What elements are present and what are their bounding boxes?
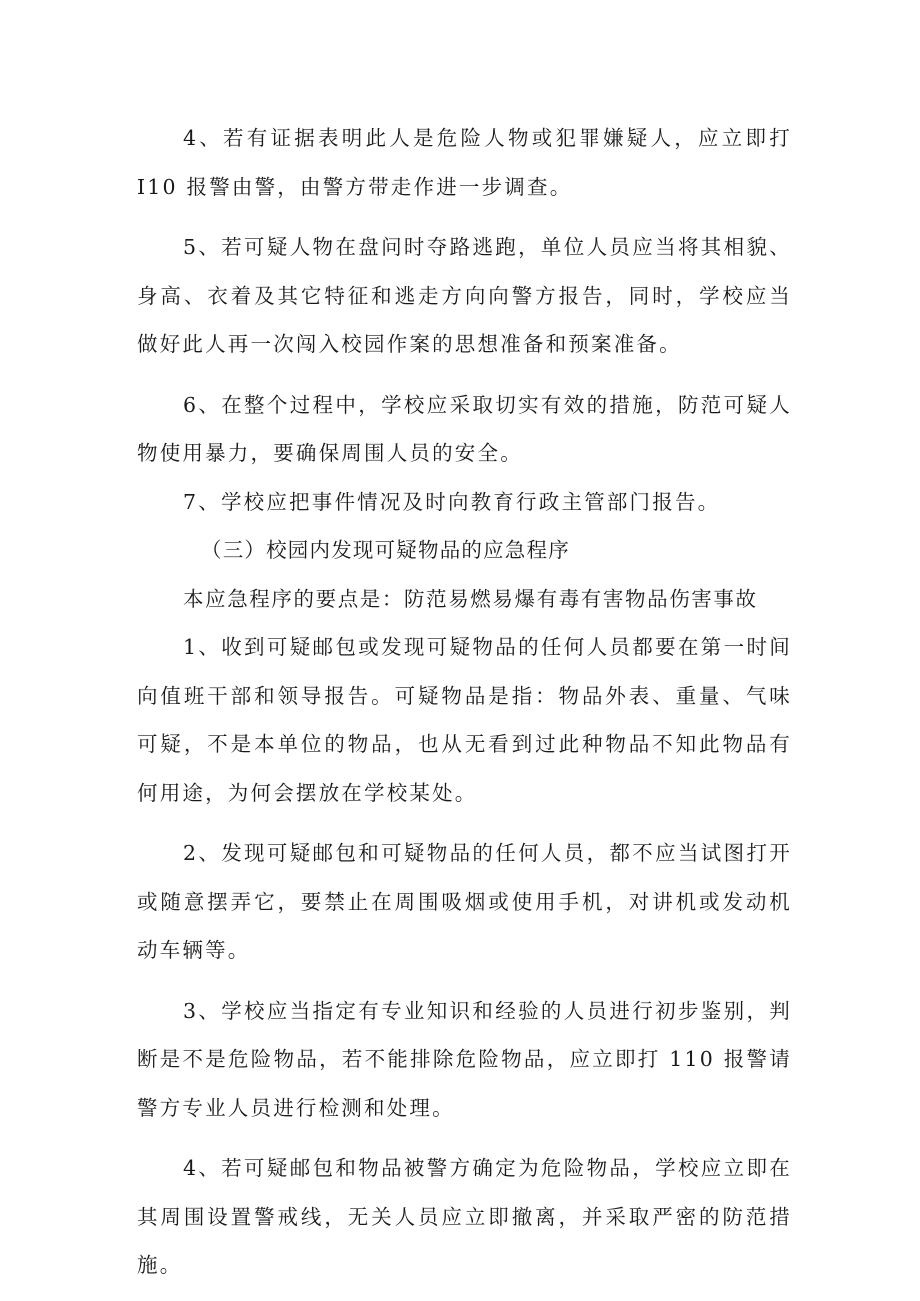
- paragraph-item-5-flee: 5、若可疑人物在盘问时夺路逃跑，单位人员应当将其相貌、身高、衣着及其它特征和逃走方向向警方报告，同时，学校应当做好此人再一次闯入校园作案的思想准备和预案准备。: [137, 235, 792, 356]
- section-heading: （三）校园内发现可疑物品的应急程序: [201, 538, 570, 562]
- paragraph-item-3-identify: 3、学校应当指定有专业知识和经验的人员进行初步鉴别，判断是不是危险物品，若不能排除危险物品，应立即打 110 报警请警方专业人员进行检测和处理。: [137, 998, 792, 1120]
- paragraph-item-1-receive: 1、收到可疑邮包或发现可疑物品的任何人员都要在第一时间向值班干部和领导报告。可疑物品是指：物品外表、重量、气味可疑，不是本单位的物品，也从无看到过此种物品不知此物品有何用途，为何会摆放在学校某处。: [137, 635, 792, 805]
- paragraph-item-4-evidence: 4、若有证据表明此人是危险人物或犯罪嫌疑人，应立即打 I10 报警由警，由警方带走作进一步调查。: [137, 126, 792, 199]
- paragraph-item-2-handling: 2、发现可疑邮包和可疑物品的任何人员，都不应当试图打开或随意摆弄它，要禁止在周围吸烟或使用手机，对讲机或发动机动车辆等。: [137, 841, 792, 962]
- paragraph-item-4-cordon: 4、若可疑邮包和物品被警方确定为危险物品，学校应立即在其周围设置警戒线，无关人员应立即撤离，并采取严密的防范措施。: [137, 1156, 792, 1277]
- procedure-key-points: 本应急程序的要点是：防范易燃易爆有毒有害物品伤害事故: [183, 586, 758, 611]
- paragraph-item-7-report: 7、学校应把事件情况及时向教育行政主管部门报告。: [183, 489, 721, 514]
- paragraph-item-6-process: 6、在整个过程中，学校应采取切实有效的措施，防范可疑人物使用暴力，要确保周围人员的安全。: [137, 392, 792, 465]
- document-body: [137, 114, 792, 1290]
